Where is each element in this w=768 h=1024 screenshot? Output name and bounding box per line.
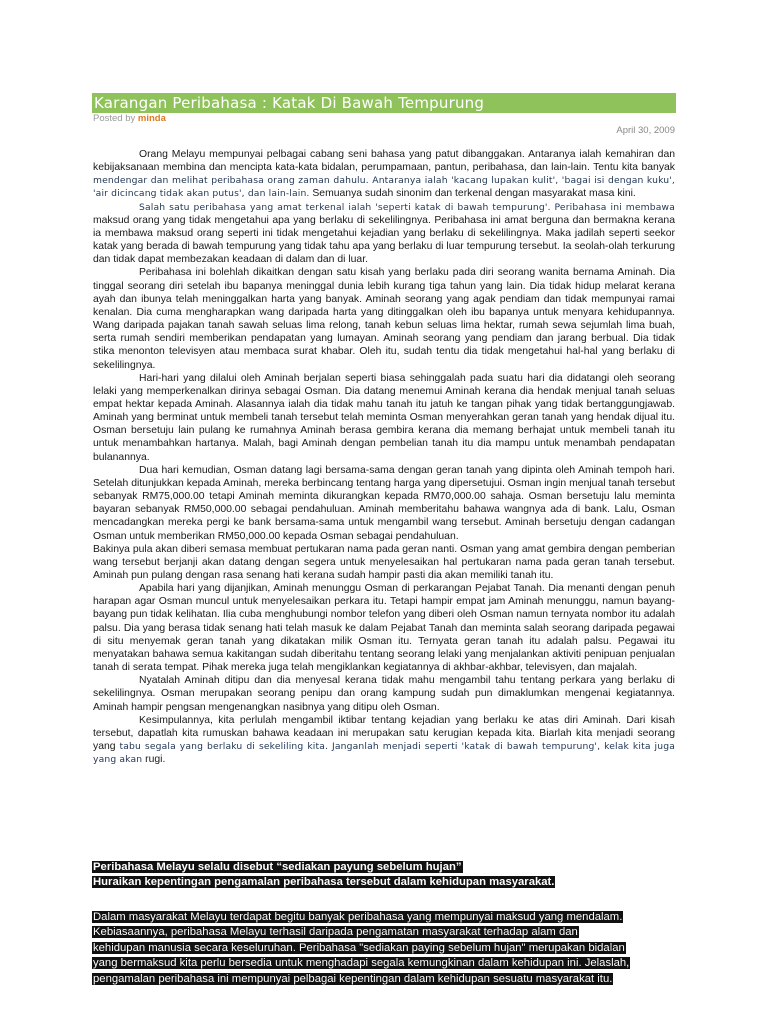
question-line-1 bbox=[92, 860, 555, 875]
paragraph-2 bbox=[93, 201, 675, 267]
answer-line-4 bbox=[92, 956, 630, 971]
posted-by-label: Posted by bbox=[93, 113, 136, 124]
post-title[interactable]: Karangan Peribahasa : Katak Di Bawah Tempurung bbox=[92, 93, 676, 113]
paragraph-1-text-c: Semuanya sudah sinonim dan terkenal dengan masyarakat masa kini. bbox=[309, 188, 636, 200]
paragraph-9 bbox=[93, 714, 675, 767]
answer-line-1-text: Dalam masyarakat Melayu terdapat begitu banyak peribahasa yang mempunyai maksud yang mendalam. bbox=[93, 911, 623, 923]
answer-line-2 bbox=[92, 925, 630, 940]
answer-line-5 bbox=[92, 972, 630, 987]
article-body bbox=[93, 148, 675, 766]
paragraph-5: Dua hari kemudian, Osman datang lagi bersama-sama dengan geran tanah yang dipinta oleh Aminah tempoh hari. Setelah ditunjukkan kepada Aminah, mereka berbincang tentang harga yang dipersetujui. Osman ingin menjual tanah tersebut sebanyak RM75,000.00 tetapi Aminah meminta dikurangkan kepada RM70,000.00 sahaja. Osman bersetuju lalu meminta bayaran sebanyak RM50,000.00 sebagai pendahuluan. Aminah memberitahu bahawa wangnya ada di bank. Lalu, Osman mencadangkan mereka pergi ke bank bersama-sama untuk mengambil wang tersebut. Aminah bersetuju dengan cadangan Osman untuk memberikan RM50,000.00 kepada Osman sebagai pendahuluan. bbox=[93, 464, 675, 542]
answer-line-3-text: kehidupan manusia secara keseluruhan. Peribahasa "sediakan paying sebelum hujan" merupakan bidalan bbox=[93, 941, 625, 954]
paragraph-9-text-c: rugi. bbox=[142, 754, 166, 766]
answer-line-2-text: Kebiasaannya, peribahasa Melayu terhasil daripada pengamatan masyarakat terhadap alam dan bbox=[93, 926, 578, 939]
post-date: April 30, 2009 bbox=[616, 125, 675, 136]
answer-line-4-text: yang bermaksud kita perlu bersedia untuk menghadapi segala kemungkinan dalam kehidupan ini. Jelaslah, bbox=[93, 957, 630, 970]
answer-line-5-text: pengamalan peribahasa ini mempunyai pelbagai kepentingan dalam kehidupan sesuatu masyarakat itu. bbox=[93, 972, 613, 985]
paragraph-2-text-a: Salah satu peribahasa yang amat terkenal ialah 'seperti katak di bawah tempurung'. Peribahasa ini membawa bbox=[139, 201, 675, 213]
essay-question bbox=[92, 860, 555, 891]
paragraph-7: Apabila hari yang dijanjikan, Aminah menunggu Osman di perkarangan Pejabat Tanah. Dia menanti dengan penuh harapan agar Osman muncul untuk menyelesaikan perkara itu. Tetapi hampir empat jam Aminah menunggu, namun bayang-bayang pun tidak kelihatan. Ilia cuba menghubungi nombor telefon yang diberi oleh Osman namun ternyata nombor itu adalah palsu. Dia yang berasa tidak senang hati telah masuk ke dalam Pejabat Tanah dan meminta salah seorang daripada pegawai di situ menyemak geran tanah yang dikatakan milik Osman itu. Ternyata geran tanah itu adalah palsu. Pegawai itu menyatakan bahawa semua kakitangan sudah diberitahu tentang seorang lelaki yang menjalankan aktiviti penipuan penjualan tanah di serata tempat. Pihak mereka juga telah mengiklankan kegiatannya di akhbar-akhbar, televisyen, dan majalah. bbox=[93, 583, 675, 674]
paragraph-4: Hari-hari yang dilalui oleh Aminah berjalan seperti biasa sehinggalah pada suatu hari dia didatangi oleh seorang lelaki yang memperkenalkan dirinya sebagai Osman. Dia datang menemui Aminah kerana dia hendak menjual tanah seluas empat hektar kepada Aminah. Alasannya ialah dia tidak mahu tanah itu jatuh ke tangan pihak yang tidak bertanggungjawab. Aminah yang berminat untuk membeli tanah tersebut telah meminta Osman menyerahkan geran tanah yang hendak dijual itu. Osman bersetuju lain pulang ke rumahnya Aminah berasa gembira kerana dia memang berhajat untuk membeli tanah itu untuk menambahkan hartanya. Malah, bagi Aminah dengan pembelian tanah itu dia mampu untuk menambah pendapatan bulanannya. bbox=[93, 372, 675, 463]
paragraph-3: Peribahasa ini bolehlah dikaitkan dengan satu kisah yang berlaku pada diri seorang wanita bernama Aminah. Dia tinggal seorang diri setelah ibu bapanya meninggal dunia lebih kurang tiga tahun yang lain. Dia tidak hidup melarat kerana ayah dan ibunya telah meninggalkan harta yang banyak. Aminah seorang yang agak pendiam dan tidak mempunyai ramai kenalan. Dia cuma mengharapkan wang daripada harta yang ditinggalkan oleh ibu bapanya untuk menyara kehidupannya. Wang daripada pajakan tanah sawah seluas lima relong, tanah kebun seluas lima hektar, rumah sewa sejumlah lima buah, serta rumah sendiri memberikan pendapatan yang lumayan. Aminah seorang yang pendiam dan jarang berbual. Dia tidak stika menonton televisyen atau membaca surat khabar. Oleh itu, sudah tentu dia tidak mengetahui hal-hal yang berlaku di sekelilingnya. bbox=[93, 267, 675, 371]
question-line-2-text: Huraikan kepentingan pengamalan peribahasa tersebut dalam kehidupan masyarakat. bbox=[93, 876, 555, 889]
paragraph-1 bbox=[93, 148, 675, 201]
paragraph-1-text-b: mendengar dan melihat peribahasa orang zaman dahulu. Antaranya ialah 'kacang lupakan kulit', 'bagai isi dengan kuku', 'air dicincang tidak akan putus', dan lain-lain. bbox=[93, 175, 675, 200]
question-line-1-text: Peribahasa Melayu selalu disebut “sediakan payung sebelum hujan” bbox=[93, 861, 462, 873]
answer-line-1 bbox=[92, 910, 630, 925]
paragraph-9-text-a: Kesimpulannya, kita perlulah mengambil iktibar tentang kejadian yang berlaku ke atas diri Aminah. Dari kisah tersebut, dapatlah kita rumuskan bahawa keadaan ini merupakan satu kerugian kepada kita. Biarlah kita menjadi seorang yang bbox=[93, 714, 675, 753]
posted-by bbox=[93, 113, 166, 124]
paragraph-9-text-b: tabu segala yang berlaku di sekeliling kita. Janganlah menjadi seperti 'katak di bawah tempurung', kelak kita juga yang akan bbox=[93, 741, 675, 766]
paragraph-6: Bakinya pula akan diberi semasa membuat pertukaran nama pada geran nanti. Osman yang amat gembira dengan pemberian wang tersebut berjanji akan datang dengan segera untuk menyelesaikan hal pertukaran nama pada geran tanah tersebut. Aminah pun pulang dengan rasa senang hati kerana sudah hampir pasti dia akan memiliki tanah itu. bbox=[93, 543, 675, 581]
question-line-2 bbox=[92, 875, 555, 890]
paragraph-8: Nyatalah Aminah ditipu dan dia menyesal kerana tidak mahu mengambil tahu tentang perkara yang berlaku di sekelilingnya. Osman merupakan seorang penipu dan orang kampung sudah pun dimaklumkan mengenai kegiatannya. Aminah hampir pengsan mengenangkan nasibnya yang ditipu oleh Osman. bbox=[93, 675, 675, 713]
answer-line-3 bbox=[92, 941, 630, 956]
paragraph-1-text-a: Orang Melayu mempunyai pelbagai cabang seni bahasa yang patut dibanggakan. Antaranya ialah kemahiran dan kebijaksanaan membina dan mencipta kata-kata bidalan, perumpamaan, pantun, peribahasa, dan lain-lain. Tentu kita banyak bbox=[93, 149, 675, 174]
paragraph-2-text-b: maksud orang yang tidak mengetahui apa yang berlaku di sekelilingnya. Peribahasa ini amat berguna dan bermakna kerana ia membawa maksud orang seperti ini tidak mengetahui kejadian yang berlaku di sekelilingnya. Maka jadilah seperti seekor katak yang berada di bawah tempurung yang tidak tahu apa yang berlaku di luar tempurung tersebut. Ia seolah-olah terkurung dan tidak dapat membezakan keadaan di dalam dan di luar. bbox=[93, 214, 675, 266]
essay-answer bbox=[92, 910, 630, 987]
author-link[interactable]: minda bbox=[137, 113, 166, 124]
